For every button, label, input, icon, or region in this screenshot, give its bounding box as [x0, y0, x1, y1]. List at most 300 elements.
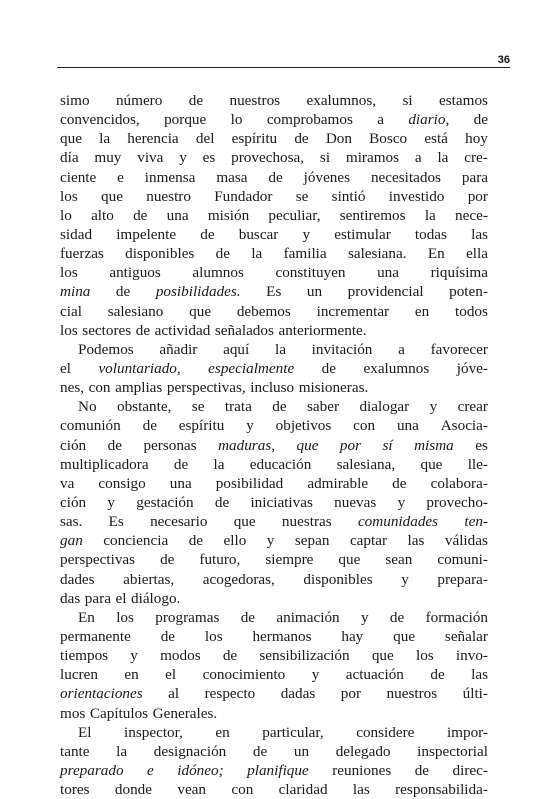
word: familia	[283, 245, 327, 263]
word: necesario	[150, 513, 208, 531]
word: Generales.	[152, 704, 218, 722]
word: todas	[414, 225, 447, 243]
word: de	[272, 398, 287, 416]
word: de	[430, 666, 445, 684]
word: conocimiento	[202, 666, 286, 684]
word: lucren	[60, 666, 98, 684]
word: obstante,	[116, 398, 172, 416]
word: exalumnos	[363, 359, 430, 377]
text-line	[60, 761, 488, 780]
text-line	[60, 780, 488, 799]
word: ella	[466, 245, 488, 263]
word: ción	[60, 436, 87, 454]
text-line	[60, 340, 488, 359]
word: los	[60, 264, 78, 282]
word: permanente	[60, 627, 131, 645]
word: orientaciones	[60, 685, 143, 703]
word: los	[116, 608, 134, 626]
word: un	[293, 742, 310, 760]
text-line	[60, 570, 488, 589]
word: alumnos	[192, 264, 244, 282]
word: y	[429, 398, 438, 416]
word: saber	[307, 398, 340, 416]
word: y	[360, 608, 369, 626]
word: de	[135, 321, 151, 339]
word: los	[60, 187, 78, 205]
word: tores	[60, 781, 90, 799]
word: salesiana,	[336, 455, 396, 473]
text-line	[60, 206, 488, 225]
text-line	[60, 359, 488, 378]
word: con	[88, 379, 111, 397]
word: multiplicadora	[60, 455, 149, 473]
word: invo-	[455, 647, 488, 665]
word: providencial	[347, 283, 424, 301]
word: las	[471, 666, 488, 684]
word: dades	[60, 570, 95, 588]
word: Fundador	[214, 187, 273, 205]
word: antiguos	[109, 264, 161, 282]
word: y	[401, 570, 409, 588]
word: conciencia	[103, 532, 169, 550]
word: constituyen	[275, 264, 346, 282]
word: de	[133, 206, 148, 224]
word: está	[424, 130, 448, 148]
word: herencia	[127, 130, 179, 148]
word: amplias	[115, 379, 163, 397]
word: gan	[60, 532, 83, 550]
word: ciente	[60, 168, 97, 186]
word: y	[246, 417, 254, 435]
word: inmensa	[144, 168, 196, 186]
word: actuación	[345, 666, 404, 684]
word: Asocia-	[440, 417, 488, 435]
word: es	[202, 149, 216, 167]
word: idóneo;	[177, 761, 224, 779]
word: de	[214, 493, 230, 511]
word: No	[78, 398, 97, 416]
text-line	[60, 627, 488, 646]
word: necesitados	[370, 168, 441, 186]
word: va	[60, 474, 75, 492]
word: los	[204, 627, 223, 645]
word: de	[389, 608, 405, 626]
text-line	[60, 302, 488, 321]
word: en	[414, 302, 430, 320]
word: señalar	[444, 627, 488, 645]
text-line	[60, 321, 488, 340]
word: si	[319, 149, 331, 167]
word: nuestras	[281, 513, 332, 531]
word: de	[222, 647, 238, 665]
word: en	[215, 723, 230, 741]
word: convencidos,	[60, 111, 140, 129]
word: número	[115, 92, 163, 109]
word: comprobamos	[266, 111, 353, 129]
word: por	[339, 436, 362, 454]
word: y	[130, 647, 138, 665]
word: la	[99, 130, 111, 148]
word: comunión	[60, 417, 121, 435]
word: añadir	[159, 340, 198, 358]
word: sean	[385, 551, 413, 569]
text-line	[60, 225, 488, 244]
text-line	[60, 665, 488, 684]
word: masa	[216, 168, 248, 186]
word: riquísima	[430, 264, 488, 282]
word: que	[60, 130, 82, 148]
word: captar	[349, 532, 388, 550]
word: a	[398, 340, 405, 358]
text-line	[60, 282, 488, 301]
word: personas	[143, 436, 197, 454]
word: provechosa,	[231, 149, 305, 167]
word: de	[414, 761, 430, 779]
word: posibilidades.	[155, 283, 241, 301]
word: ten-	[464, 513, 488, 531]
word: animación	[276, 608, 340, 626]
word: de	[160, 551, 175, 569]
word: últi-	[462, 685, 488, 703]
word: espíritu	[178, 417, 225, 435]
word: sidad	[60, 225, 93, 243]
word: misma	[414, 436, 454, 454]
word: preparado	[60, 761, 124, 779]
word: prepara-	[437, 570, 488, 588]
word: de	[160, 627, 176, 645]
text-line	[60, 589, 488, 608]
word: incrementar	[316, 302, 390, 320]
word: estamos	[439, 92, 488, 109]
word: una	[169, 474, 192, 492]
text-line	[60, 608, 488, 627]
text-line	[60, 646, 488, 665]
word: hoy	[465, 130, 488, 148]
text-line	[60, 512, 488, 531]
word: lo	[230, 111, 243, 129]
text-line	[60, 723, 488, 742]
word: exalumnos,	[306, 92, 377, 109]
word: del	[195, 130, 215, 148]
word: salesiano	[107, 302, 164, 320]
word: que	[233, 513, 256, 531]
word: impor-	[446, 723, 488, 741]
word: porque	[164, 111, 207, 129]
word: fuerzas	[60, 245, 104, 263]
text-line	[60, 474, 488, 493]
word: El	[78, 723, 92, 741]
page-number: 36	[497, 54, 510, 66]
word: de	[252, 742, 268, 760]
word: y	[107, 493, 115, 511]
word: de	[188, 532, 204, 550]
word: que	[393, 627, 416, 645]
word: que	[420, 455, 443, 473]
word: considere	[356, 723, 415, 741]
word: comuni-	[437, 551, 488, 569]
word: sas.	[60, 513, 83, 531]
word: hay	[341, 627, 364, 645]
word: maduras,	[218, 436, 276, 454]
word: comunidades	[357, 513, 439, 531]
word: e	[117, 168, 124, 186]
word: das	[60, 589, 81, 607]
word: y	[311, 666, 320, 684]
text-line	[60, 704, 488, 723]
word: admirable	[307, 474, 369, 492]
text-line	[60, 378, 488, 397]
word: nes,	[60, 379, 85, 397]
word: vean	[177, 781, 207, 799]
text-line	[60, 742, 488, 761]
word: nuevas	[334, 493, 377, 511]
word: miramos	[345, 149, 400, 167]
word: la	[213, 455, 225, 473]
word: que	[101, 187, 123, 205]
word: disponibles	[125, 245, 195, 263]
word: con	[353, 417, 376, 435]
word: se	[295, 187, 309, 205]
word: las	[407, 532, 425, 550]
word: el	[60, 359, 71, 377]
text-line	[60, 397, 488, 416]
word: En	[427, 245, 445, 263]
word: muy	[94, 149, 122, 167]
word: invitación	[311, 340, 373, 358]
word: es	[475, 436, 488, 454]
word: incluso	[250, 379, 295, 397]
word: cre-	[464, 149, 488, 167]
word: los	[60, 321, 78, 339]
word: una	[166, 206, 189, 224]
word: educación	[249, 455, 312, 473]
text-line	[60, 110, 488, 129]
word: colabora-	[430, 474, 488, 492]
word: espíritu	[231, 130, 278, 148]
word: gestación	[136, 493, 194, 511]
text-line	[60, 187, 488, 206]
word: la	[116, 742, 128, 760]
word: futuro,	[199, 551, 241, 569]
word: de	[173, 455, 189, 473]
word: y	[397, 493, 406, 511]
word: Bosco	[369, 130, 408, 148]
word: acogedoras,	[202, 570, 275, 588]
header-rule	[57, 67, 510, 68]
word: dadas	[280, 685, 316, 703]
word: direc-	[452, 761, 488, 779]
word: de	[215, 245, 231, 263]
word: se	[191, 398, 205, 416]
word: donde	[114, 781, 152, 799]
word: que	[338, 551, 361, 569]
text-line	[60, 416, 488, 435]
word: válidas	[444, 532, 488, 550]
text-line	[60, 168, 488, 187]
word: lo	[60, 206, 72, 224]
word: mina	[60, 283, 91, 301]
word: perspectivas	[60, 551, 136, 569]
word: respecto	[204, 685, 256, 703]
word: para	[461, 168, 488, 186]
word: objetivos	[275, 417, 332, 435]
word: voluntariado,	[98, 359, 181, 377]
word: nece-	[455, 206, 488, 224]
word: sepan	[294, 532, 330, 550]
word: jóvenes	[303, 168, 351, 186]
word: actividad	[154, 321, 211, 339]
word: nuestros	[386, 685, 438, 703]
word: todos	[455, 302, 488, 320]
word: abiertas,	[123, 570, 175, 588]
text-line	[60, 244, 488, 263]
word: y	[266, 532, 275, 550]
word: la	[274, 340, 286, 358]
word: especialmente	[208, 359, 295, 377]
word: la	[437, 149, 449, 167]
body-text	[60, 91, 488, 799]
word: de	[240, 608, 256, 626]
text-line	[60, 129, 488, 148]
word: reuniones	[332, 761, 392, 779]
word: tiempos	[60, 647, 109, 665]
word: ello	[223, 532, 247, 550]
word: provecho-	[426, 493, 488, 511]
word: trata	[224, 398, 252, 416]
word: y	[302, 225, 311, 243]
word: una	[377, 264, 400, 282]
word: misión	[207, 206, 250, 224]
word: un	[306, 283, 323, 301]
word: claridad	[278, 781, 328, 799]
word: a	[414, 149, 422, 167]
word: si	[402, 92, 413, 109]
word: inspectorial	[417, 742, 488, 760]
word: buscar	[238, 225, 279, 243]
word: inspector,	[124, 723, 183, 741]
word: que	[296, 436, 319, 454]
text-line	[60, 148, 488, 167]
word: por	[340, 685, 362, 703]
word: estimular	[334, 225, 391, 243]
word: de	[188, 92, 204, 109]
word: de	[392, 474, 407, 492]
word: de	[268, 168, 283, 186]
word: el	[115, 589, 127, 607]
word: En	[78, 608, 95, 626]
word: siempre	[265, 551, 314, 569]
word: mos	[60, 704, 86, 722]
word: a	[377, 111, 384, 129]
text-line	[60, 455, 488, 474]
word: Capítulos	[89, 704, 149, 722]
word: día	[60, 149, 79, 167]
word: los	[415, 647, 434, 665]
word: Don	[325, 130, 352, 148]
word: tante	[60, 742, 90, 760]
word: formación	[425, 608, 488, 626]
word: cial	[60, 302, 82, 320]
word: de	[115, 283, 131, 301]
word: posibilidad	[215, 474, 284, 492]
word: simo	[60, 92, 90, 109]
word: de	[321, 359, 337, 377]
word: debemos	[236, 302, 291, 320]
word: sentiremos	[339, 206, 406, 224]
word: programas	[155, 608, 220, 626]
word: nuestros	[229, 92, 281, 109]
word: dialogar	[359, 398, 410, 416]
word: ción	[60, 493, 87, 511]
word: nuestro	[146, 187, 191, 205]
word: diario,	[408, 111, 450, 129]
word: y	[179, 149, 187, 167]
word: designación	[153, 742, 227, 760]
word: iniciativas	[250, 493, 313, 511]
word: que	[189, 302, 212, 320]
word: Es	[108, 513, 124, 531]
word: lle-	[467, 455, 488, 473]
word: planifique	[247, 761, 309, 779]
text-line	[60, 91, 488, 110]
word: por	[467, 187, 488, 205]
text-line	[60, 550, 488, 569]
word: anteriormente.	[278, 321, 367, 339]
word: responsabilida-	[395, 781, 488, 799]
word: consigo	[98, 474, 146, 492]
word: sensibilización	[259, 647, 350, 665]
word: diálogo.	[131, 589, 181, 607]
word: en	[124, 666, 139, 684]
word: disponibles	[303, 570, 373, 588]
word: las	[352, 781, 370, 799]
word: la	[251, 245, 263, 263]
word: poten-	[449, 283, 488, 301]
word: de	[294, 130, 309, 148]
word: viva	[137, 149, 164, 167]
word: hermanos	[252, 627, 312, 645]
word: sintió	[331, 187, 366, 205]
word: sí	[382, 436, 393, 454]
text-line	[60, 436, 488, 455]
word: favorecer	[430, 340, 488, 358]
word: crear	[457, 398, 488, 416]
word: el	[165, 666, 177, 684]
word: alto	[91, 206, 114, 224]
word: e	[147, 761, 154, 779]
text-line	[60, 684, 488, 703]
word: peculiar,	[268, 206, 321, 224]
word: con	[231, 781, 254, 799]
word: las	[471, 225, 488, 243]
word: de	[107, 436, 122, 454]
word: de	[142, 417, 157, 435]
text-line	[60, 263, 488, 282]
word: perspectivas,	[166, 379, 246, 397]
word: Podemos	[78, 340, 134, 358]
word: sectores	[82, 321, 132, 339]
word: aquí	[223, 340, 250, 358]
word: que	[371, 647, 394, 665]
word: Es	[266, 283, 282, 301]
word: salesiana.	[347, 245, 407, 263]
word: jóve-	[456, 359, 488, 377]
word: al	[168, 685, 180, 703]
word: delegado	[335, 742, 391, 760]
word: particular,	[262, 723, 324, 741]
word: señalados	[214, 321, 274, 339]
word: de	[200, 225, 215, 243]
